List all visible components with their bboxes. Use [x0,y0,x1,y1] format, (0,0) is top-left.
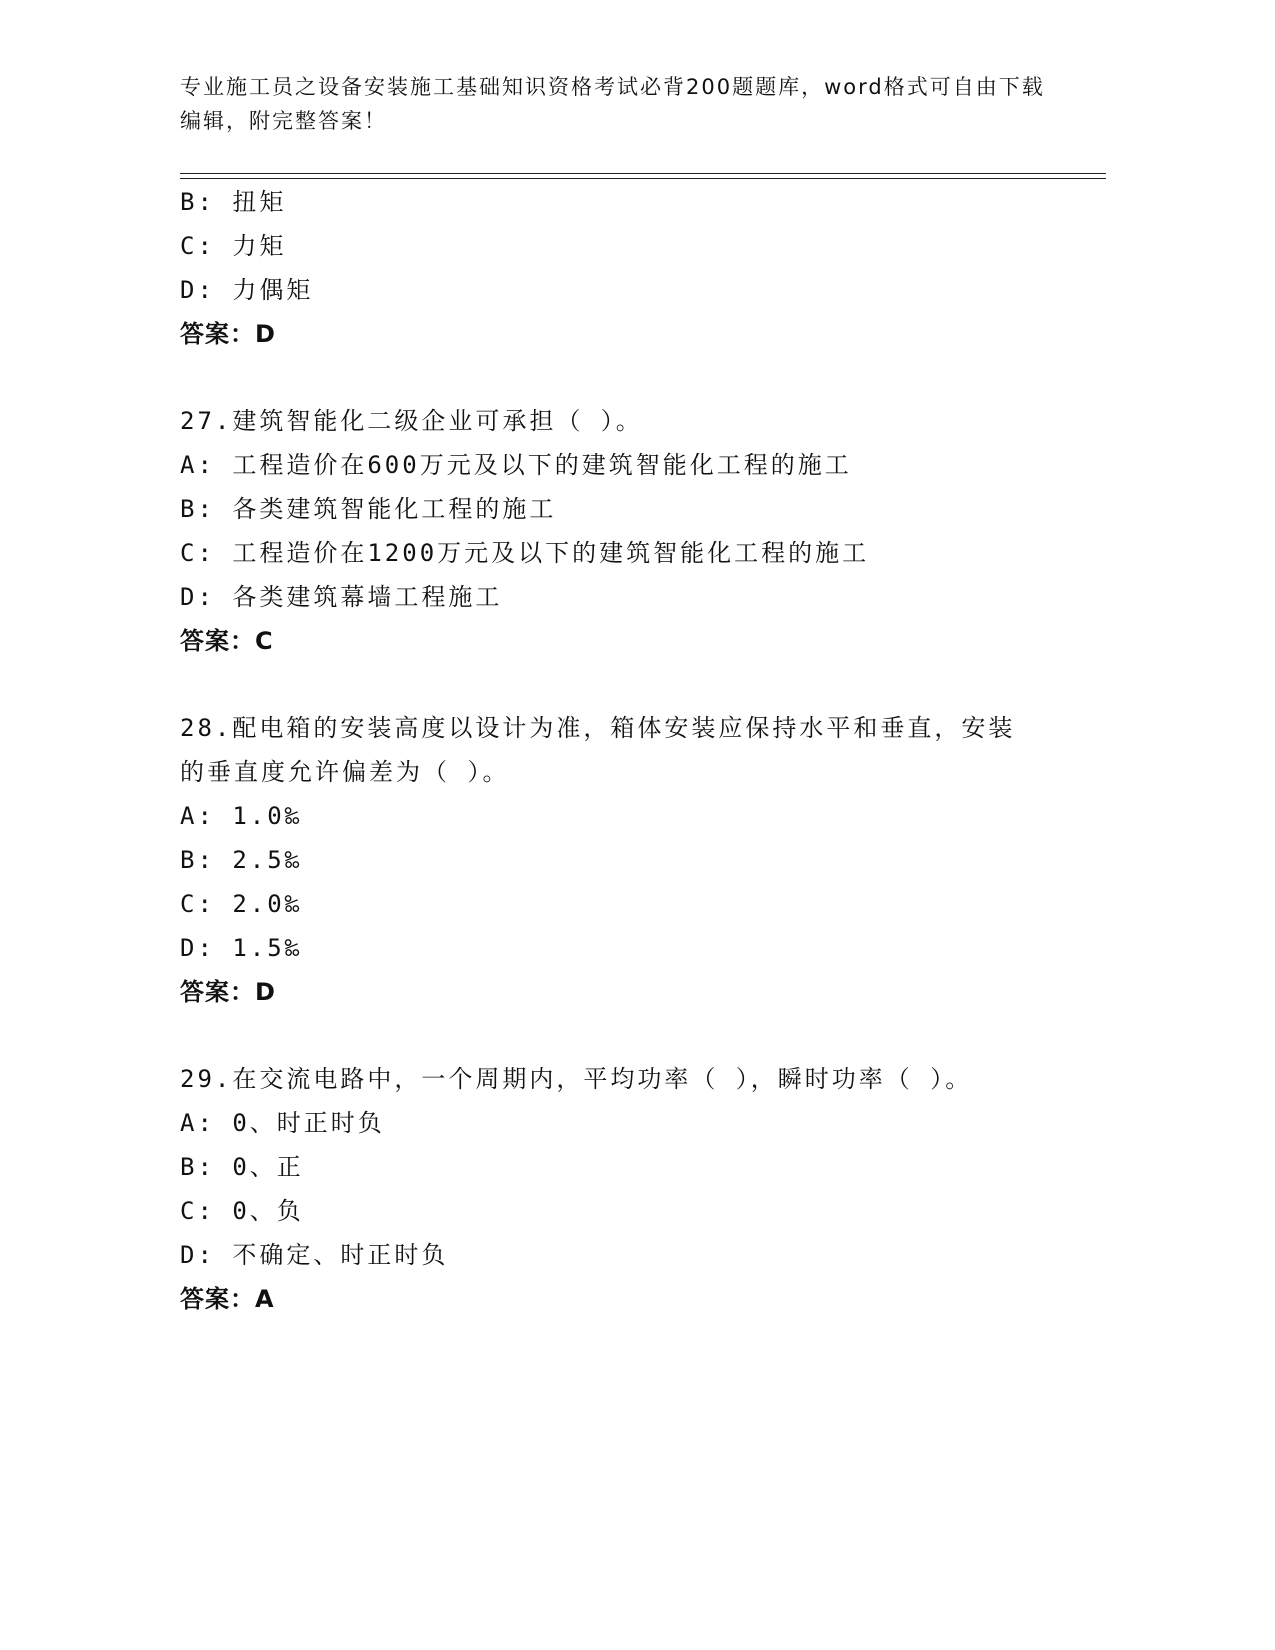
question-stem: 29.在交流电路中，一个周期内，平均功率（ ），瞬时功率（ ）。 [180,1065,973,1093]
question-stem: 27.建筑智能化二级企业可承担（ ）。 [180,407,643,435]
header-rule-top [180,173,1106,174]
question-27 [180,399,1080,663]
question-29 [180,1057,1080,1321]
option-a: A: 0、时正时负 [180,1109,385,1137]
option-a: A: 工程造价在600万元及以下的建筑智能化工程的施工 [180,451,852,479]
option-b: B: 2.5‰ [180,846,303,874]
question-stem: 28.配电箱的安装高度以设计为准，箱体安装应保持水平和垂直，安装 [180,714,1016,742]
question-26-continuation [180,180,1080,356]
question-stem-continued: 的垂直度允许偏差为（ ）。 [180,758,510,786]
option-c: C: 力矩 [180,232,287,260]
answer-line: 答案：D [180,320,276,348]
option-c: C: 0、负 [180,1197,304,1225]
question-list [180,180,1080,1321]
option-d: D: 各类建筑幕墙工程施工 [180,583,503,611]
option-c: C: 工程造价在1200万元及以下的建筑智能化工程的施工 [180,539,870,567]
document-header: 专业施工员之设备安装施工基础知识资格考试必背200题题库，word格式可自由下载编辑，附完整答案！ [180,75,1045,133]
option-b: B: 各类建筑智能化工程的施工 [180,495,557,523]
spacer [180,1014,1080,1057]
option-d: D: 力偶矩 [180,276,314,304]
option-d: D: 1.5‰ [180,934,303,962]
question-28 [180,706,1080,1014]
answer-line: 答案：D [180,978,276,1006]
option-a: A: 1.0‰ [180,802,303,830]
answer-line: 答案：C [180,627,274,655]
spacer [180,356,1080,399]
option-c: C: 2.0‰ [180,890,303,918]
answer-line: 答案：A [180,1285,275,1313]
option-b: B: 扭矩 [180,188,287,216]
option-d: D: 不确定、时正时负 [180,1241,449,1269]
option-b: B: 0、正 [180,1153,304,1181]
spacer [180,663,1080,706]
header-rule-bottom [180,178,1106,179]
